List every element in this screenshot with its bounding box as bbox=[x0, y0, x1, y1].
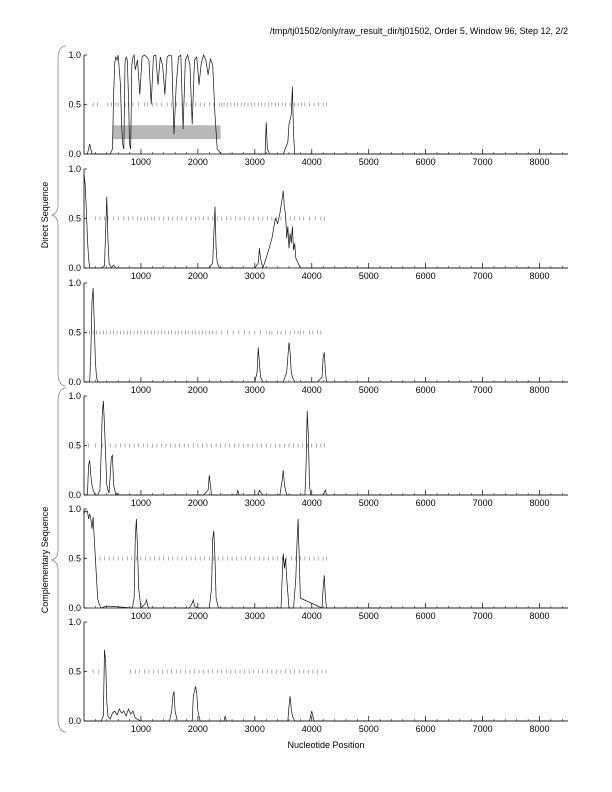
y-tick-label: 0.0 bbox=[68, 716, 81, 726]
x-tick-label: 7000 bbox=[472, 724, 493, 734]
panel-1 bbox=[68, 50, 568, 167]
x-tick-label: 1000 bbox=[130, 724, 151, 734]
y-tick-label: 0.0 bbox=[68, 149, 81, 159]
panel-2 bbox=[68, 164, 568, 281]
y-tick-label: 0.5 bbox=[68, 440, 81, 451]
y-tick-label: 0.5 bbox=[68, 327, 81, 338]
y-tick-label: 1.0 bbox=[68, 504, 81, 514]
x-tick-label: 6000 bbox=[415, 724, 436, 734]
x-tick-label: 1000 bbox=[130, 157, 151, 167]
x-tick-label: 4000 bbox=[301, 498, 322, 508]
x-tick-label: 7000 bbox=[472, 385, 493, 395]
x-tick-label: 3000 bbox=[244, 271, 265, 281]
x-tick-label: 4000 bbox=[301, 724, 322, 734]
x-tick-label: 6000 bbox=[415, 271, 436, 281]
x-tick-label: 2000 bbox=[187, 498, 208, 508]
panel-3 bbox=[68, 278, 568, 395]
group-label-direct: Direct Sequence bbox=[40, 181, 50, 249]
series-line bbox=[84, 401, 568, 495]
x-tick-label: 6000 bbox=[415, 385, 436, 395]
highlight-region bbox=[112, 125, 220, 139]
x-tick-label: 5000 bbox=[358, 611, 379, 621]
x-axis-title: Nucleotide Position bbox=[287, 740, 365, 750]
series-line bbox=[84, 174, 568, 268]
x-tick-label: 7000 bbox=[472, 157, 493, 167]
x-tick-label: 8000 bbox=[529, 271, 550, 281]
y-tick-label: 0.0 bbox=[68, 490, 81, 500]
x-tick-label: 5000 bbox=[358, 385, 379, 395]
x-tick-label: 2000 bbox=[187, 271, 208, 281]
y-tick-label: 1.0 bbox=[68, 50, 81, 60]
x-tick-label: 3000 bbox=[244, 498, 265, 508]
x-tick-label: 8000 bbox=[529, 724, 550, 734]
x-tick-label: 5000 bbox=[358, 498, 379, 508]
x-tick-label: 1000 bbox=[130, 498, 151, 508]
group-brace-direct bbox=[52, 46, 66, 386]
y-tick-label: 0.5 bbox=[68, 553, 81, 564]
x-tick-label: 4000 bbox=[301, 157, 322, 167]
x-tick-label: 1000 bbox=[130, 385, 151, 395]
x-tick-label: 4000 bbox=[301, 271, 322, 281]
chart-panels bbox=[68, 50, 568, 734]
x-tick-label: 1000 bbox=[130, 611, 151, 621]
x-tick-label: 4000 bbox=[301, 385, 322, 395]
x-tick-label: 2000 bbox=[187, 385, 208, 395]
y-tick-label: 1.0 bbox=[68, 391, 81, 401]
x-tick-label: 7000 bbox=[472, 271, 493, 281]
x-tick-label: 5000 bbox=[358, 271, 379, 281]
x-tick-label: 4000 bbox=[301, 611, 322, 621]
y-tick-label: 0.5 bbox=[68, 99, 81, 110]
x-tick-label: 2000 bbox=[187, 157, 208, 167]
x-tick-label: 2000 bbox=[187, 611, 208, 621]
x-tick-label: 6000 bbox=[415, 611, 436, 621]
series-line bbox=[84, 288, 568, 382]
panel-4 bbox=[68, 391, 568, 508]
series-line bbox=[84, 650, 568, 721]
page-title: /tmp/tj01502/only/raw_result_dir/tj01502, Order 5, Window 96, Step 12, 2/2 bbox=[269, 26, 568, 36]
x-tick-label: 6000 bbox=[415, 498, 436, 508]
x-tick-label: 8000 bbox=[529, 611, 550, 621]
x-tick-label: 3000 bbox=[244, 611, 265, 621]
y-tick-label: 0.5 bbox=[68, 666, 81, 677]
group-brace-complementary bbox=[52, 388, 66, 732]
y-tick-label: 0.0 bbox=[68, 603, 81, 613]
x-tick-label: 3000 bbox=[244, 724, 265, 734]
y-tick-label: 1.0 bbox=[68, 617, 81, 627]
x-tick-label: 5000 bbox=[358, 157, 379, 167]
x-tick-label: 1000 bbox=[130, 271, 151, 281]
x-tick-label: 8000 bbox=[529, 157, 550, 167]
y-tick-label: 0.5 bbox=[68, 213, 81, 224]
x-tick-label: 8000 bbox=[529, 385, 550, 395]
panel-5 bbox=[68, 504, 568, 621]
y-tick-label: 1.0 bbox=[68, 278, 81, 288]
x-tick-label: 3000 bbox=[244, 385, 265, 395]
x-tick-label: 2000 bbox=[187, 724, 208, 734]
x-tick-label: 7000 bbox=[472, 498, 493, 508]
x-tick-label: 6000 bbox=[415, 157, 436, 167]
x-tick-label: 3000 bbox=[244, 157, 265, 167]
y-tick-label: 1.0 bbox=[68, 164, 81, 174]
x-tick-label: 7000 bbox=[472, 611, 493, 621]
series-line bbox=[84, 511, 568, 608]
panel-6 bbox=[68, 617, 568, 734]
x-tick-label: 5000 bbox=[358, 724, 379, 734]
x-tick-label: 8000 bbox=[529, 498, 550, 508]
group-label-complementary: Complementary Sequence bbox=[40, 506, 50, 614]
y-tick-label: 0.0 bbox=[68, 377, 81, 387]
y-tick-label: 0.0 bbox=[68, 263, 81, 273]
